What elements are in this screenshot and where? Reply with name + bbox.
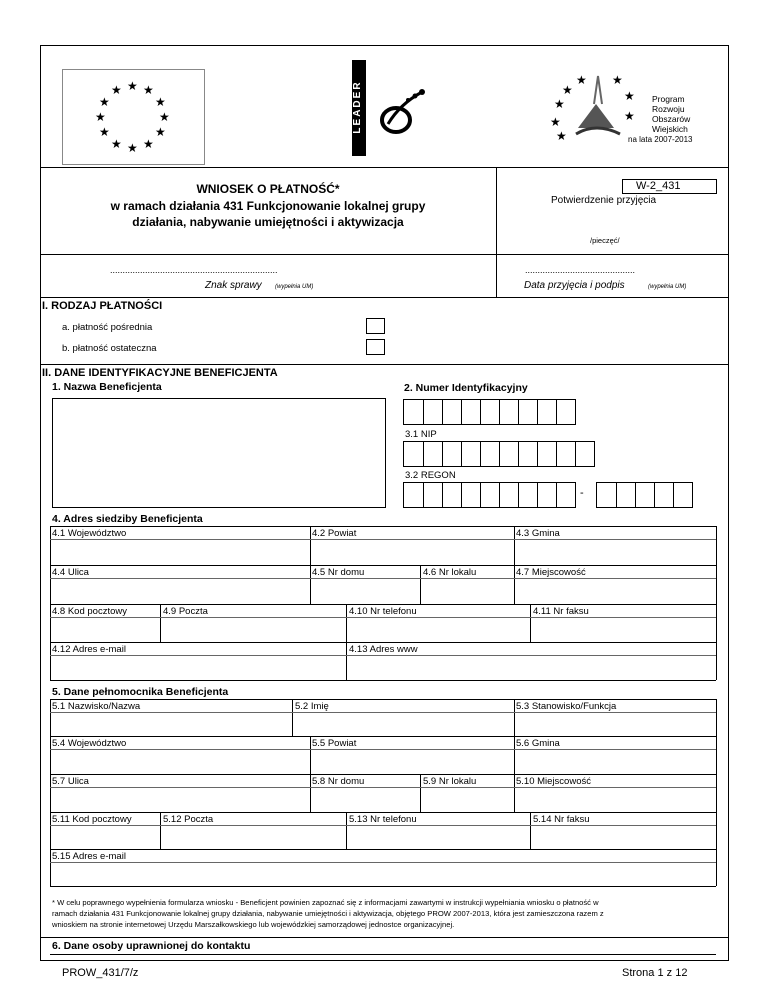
leader-text: LEADER — [352, 80, 363, 134]
section-2-title: II. DANE IDENTYFIKACYJNE BENEFICJENTA — [42, 367, 278, 379]
star-icon: ★ — [111, 83, 122, 97]
field-4-7-label: 4.7 Miejscowość — [516, 567, 586, 578]
field-5-1-label: 5.1 Nazwisko/Nazwa — [52, 701, 141, 712]
svg-text:★: ★ — [612, 73, 623, 87]
prow-line1: Program — [652, 94, 685, 104]
star-icon: ★ — [155, 95, 166, 109]
star-icon: ★ — [127, 79, 138, 93]
page-number: Strona 1 z 12 — [622, 967, 688, 979]
field-5-5-label: 5.5 Powiat — [312, 738, 357, 749]
option-b-checkbox[interactable] — [366, 339, 385, 355]
star-icon: ★ — [143, 137, 154, 151]
field-5-12-label: 5.12 Poczta — [163, 814, 214, 825]
date-dots: ............................................ — [525, 265, 636, 275]
field-4-3-label: 4.3 Gmina — [516, 528, 560, 539]
field-4-6-label: 4.6 Nr lokalu — [423, 567, 477, 578]
svg-text:★: ★ — [624, 109, 635, 123]
star-icon: ★ — [127, 141, 138, 155]
field-5-13-label: 5.13 Nr telefonu — [349, 814, 417, 825]
case-note: (wypełnia UM) — [275, 284, 314, 290]
form-code-footer: PROW_431/7/z — [62, 967, 139, 979]
footnote-line-1: * W celu poprawnego wypełnienia formularza wniosku - Beneficjent powinien zapoznać się z informacjami zawartymi w instrukcji wypełniania wniosku o płatność w — [52, 898, 599, 907]
field-4-10-label: 4.10 Nr telefonu — [349, 606, 417, 617]
prow-line4: Wiejskich — [652, 124, 688, 134]
date-note: (wypełnia UM) — [648, 284, 687, 290]
regon-cells-part1[interactable] — [403, 482, 576, 508]
star-icon: ★ — [99, 95, 110, 109]
id-number-cells[interactable] — [403, 399, 576, 425]
field-5-14-label: 5.14 Nr faksu — [533, 814, 590, 825]
form-title: WNIOSEK O PŁATNOŚĆ* — [196, 182, 340, 196]
section-6-title: 6. Dane osoby uprawnionej do kontaktu — [52, 940, 251, 952]
case-number-label: Znak sprawy — [205, 280, 262, 291]
leader-emblem-icon — [370, 82, 436, 142]
field-4-4-label: 4.4 Ulica — [52, 567, 89, 578]
prow-line3: Obszarów — [652, 114, 691, 124]
field-5-2-label: 5.2 Imię — [295, 701, 329, 712]
nip-label: 3.1 NIP — [405, 429, 437, 440]
footnote — [52, 897, 604, 930]
address-title: 4. Adres siedziby Beneficjenta — [52, 513, 203, 525]
svg-text:★: ★ — [576, 73, 587, 87]
option-b-label: b. płatność ostateczna — [62, 343, 157, 354]
eu-flag-logo — [62, 69, 205, 165]
field-4-2-label: 4.2 Powiat — [312, 528, 357, 539]
nip-cells[interactable] — [403, 441, 595, 467]
star-icon: ★ — [111, 137, 122, 151]
svg-text:★: ★ — [562, 83, 573, 97]
field-4-9-label: 4.9 Poczta — [163, 606, 208, 617]
prow-logo — [548, 68, 698, 146]
field-4-8-label: 4.8 Kod pocztowy — [52, 606, 127, 617]
field-4-13-label: 4.13 Adres www — [349, 644, 418, 655]
field-5-11-label: 5.11 Kod pocztowy — [52, 814, 132, 825]
id-number-label: 2. Numer Identyfikacyjny — [404, 382, 528, 394]
field-5-15-label: 5.15 Adres e-mail — [52, 851, 126, 862]
form-subtitle-1: w ramach działania 431 Funkcjonowanie lokalnej grupy — [110, 199, 426, 213]
svg-text:★: ★ — [624, 89, 635, 103]
section-1-title: I. RODZAJ PŁATNOŚCI — [42, 300, 163, 312]
regon-label: 3.2 REGON — [405, 470, 456, 481]
footnote-line-2: ramach działania 431 Funkcjonowanie lokalnej grupy działania, nabywanie umiejętności i aktywizacja, objętego PROW 2007-2013, która jest zamieszczona razem z — [52, 909, 604, 918]
leader-logo — [352, 60, 438, 156]
field-4-5-label: 4.5 Nr domu — [312, 567, 365, 578]
regon-cells-part2[interactable] — [596, 482, 693, 508]
option-a-checkbox[interactable] — [366, 318, 385, 334]
field-4-11-label: 4.11 Nr faksu — [533, 606, 589, 617]
field-5-3-label: 5.3 Stanowisko/Funkcja — [516, 701, 617, 712]
option-a-label: a. płatność pośrednia — [62, 322, 153, 333]
star-icon: ★ — [143, 83, 154, 97]
field-5-6-label: 5.6 Gmina — [516, 738, 560, 749]
field-4-12-label: 4.12 Adres e-mail — [52, 644, 126, 655]
beneficiary-name-label: 1. Nazwa Beneficjenta — [52, 381, 162, 393]
star-icon: ★ — [99, 125, 110, 139]
footnote-line-3: wnioskiem na stronie internetowej Urzędu Marszałkowskiego lub wojewódzkiej samorządowej jednostce organizacyjnej. — [52, 920, 455, 929]
stamp-label: /pieczęć/ — [590, 236, 620, 245]
field-5-7-label: 5.7 Ulica — [52, 776, 89, 787]
prow-line2: Rozwoju — [652, 104, 685, 114]
field-5-8-label: 5.8 Nr domu — [312, 776, 365, 787]
star-icon: ★ — [159, 110, 170, 124]
star-icon: ★ — [155, 125, 166, 139]
case-dots: ................................................................... — [110, 265, 278, 275]
star-icon: ★ — [95, 110, 106, 124]
confirmation-label: Potwierdzenie przyjęcia — [551, 195, 657, 206]
form-code: W-2_431 — [636, 180, 681, 192]
form-subtitle-2: działania, nabywanie umiejętności i aktywizacja — [132, 215, 404, 229]
prow-years: na lata 2007-2013 — [628, 135, 693, 144]
date-signature-label: Data przyjęcia i podpis — [524, 280, 625, 291]
svg-text:★: ★ — [556, 129, 567, 143]
field-4-1-label: 4.1 Województwo — [52, 528, 127, 539]
svg-text:★: ★ — [550, 115, 561, 129]
beneficiary-name-field[interactable] — [52, 398, 386, 508]
svg-text:★: ★ — [554, 97, 565, 111]
proxy-title: 5. Dane pełnomocnika Beneficjenta — [52, 686, 229, 698]
regon-separator: - — [580, 487, 584, 499]
field-5-9-label: 5.9 Nr lokalu — [423, 776, 477, 787]
field-5-4-label: 5.4 Województwo — [52, 738, 127, 749]
field-5-10-label: 5.10 Miejscowość — [516, 776, 591, 787]
